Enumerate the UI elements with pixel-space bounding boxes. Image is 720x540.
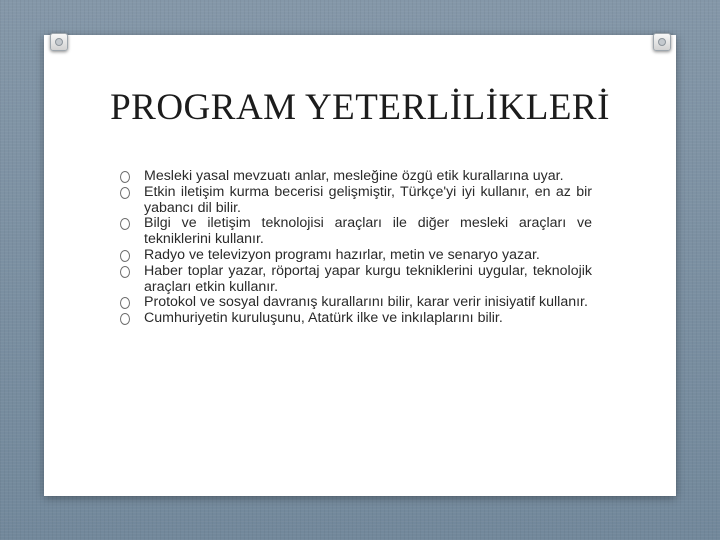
pushpin-icon — [50, 33, 68, 51]
circle-bullet-icon — [120, 187, 130, 199]
bullet-text: Etkin iletişim kurma becerisi gelişmiştir, Türkçe'yi iyi kullanır, en az bir yabancı dil bilir. — [144, 183, 592, 216]
circle-bullet-icon — [120, 171, 130, 183]
list-item — [120, 311, 592, 327]
circle-bullet-icon — [120, 297, 130, 309]
list-item — [120, 169, 592, 185]
list-item — [120, 295, 592, 311]
bullet-text: Mesleki yasal mevzuatı anlar, mesleğine özgü etik kurallarına uyar. — [144, 168, 564, 184]
list-item — [120, 264, 592, 296]
circle-bullet-icon — [120, 218, 130, 230]
bullet-text: Bilgi ve iletişim teknolojisi araçları ile diğer mesleki araçları ve tekniklerini kullanır. — [144, 215, 592, 248]
bullet-text: Radyo ve televizyon programı hazırlar, metin ve senaryo yazar. — [144, 246, 540, 263]
list-item — [120, 248, 592, 264]
bullet-list — [120, 169, 592, 327]
list-item — [120, 185, 592, 217]
bullet-text: Protokol ve sosyal davranış kurallarını bilir, karar verir inisiyatif kullanır. — [144, 294, 588, 311]
list-item — [120, 216, 592, 248]
pushpin-icon — [653, 33, 671, 51]
bullet-text: Haber toplar yazar, röportaj yapar kurgu tekniklerini uygular, teknolojik araçları etkin kullanır. — [144, 262, 592, 295]
circle-bullet-icon — [120, 313, 130, 325]
slide-title: PROGRAM YETERLİLİKLERİ — [110, 87, 610, 128]
circle-bullet-icon — [120, 266, 130, 278]
bullet-text: Cumhuriyetin kuruluşunu, Atatürk ilke ve inkılaplarını bilir. — [144, 310, 503, 327]
circle-bullet-icon — [120, 250, 130, 262]
